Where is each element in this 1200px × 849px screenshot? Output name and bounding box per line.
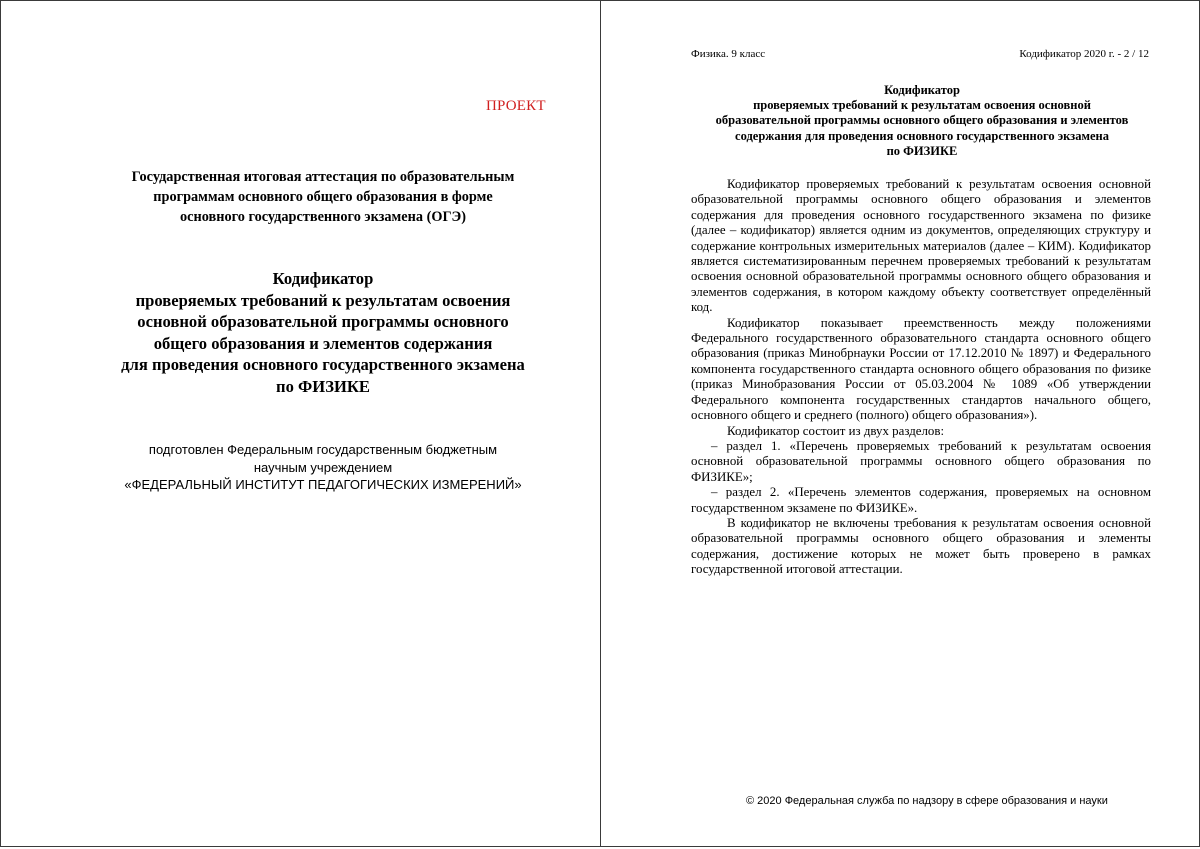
heading-line: содержания для проведения основного государственного экзамена (735, 128, 1109, 143)
paragraph: Кодификатор состоит из двух разделов: (727, 423, 945, 438)
heading-line: по ФИЗИКЕ (886, 143, 958, 158)
organization-line: подготовлен Федеральным государственным бюджетным (148, 442, 498, 457)
attestation-line: основного государственного экзамена (ОГЭ) (179, 209, 467, 225)
document-heading (687, 83, 1157, 159)
copyright-footer: © 2020 Федеральная служба по надзору в сфере образования и науки (746, 795, 1108, 807)
paragraph: Кодификатор проверяемых требований к результатам освоения основной образовательной программы основного общего образования и элементов содержания для проведения основного государственного экзамена по физике (далее – кодификатор) является одним из документов, определяющих структуру и содержание контрольных измерительных материалов (далее – КИМ). Кодификатор является систематизированным перечнем проверяемых требований к результатам освоения основной образовательной программы основного общего образования и элементов содержания, в котором каждому объекту соответствует определённый код. (691, 177, 1151, 315)
content-page (600, 0, 1200, 847)
organization-credit (91, 441, 555, 494)
organization-line: «ФЕДЕРАЛЬНЫЙ ИНСТИТУТ ПЕДАГОГИЧЕСКИХ ИЗМЕРЕНИЙ» (124, 477, 522, 492)
heading-line: Кодификатор (884, 83, 960, 97)
heading-line: образовательной программы основного общего образования и элементов (715, 113, 1129, 128)
cover-title-line: общего образования и элементов содержания (153, 333, 493, 353)
paragraph: В кодификатор не включены требования к результатам освоения основной образовательной программы основного общего образования и элементы содержания, достижение которых не может быть проверено в рамках государственной итоговой аттестации. (691, 515, 1151, 577)
list-item: – раздел 1. «Перечень проверяемых требований к результатам освоения основной образовательной программы основного общего образования по ФИЗИКЕ»; (691, 438, 1151, 484)
organization-line: научным учреждением (253, 459, 393, 475)
cover-title-line: Кодификатор (272, 269, 374, 288)
paragraph: Кодификатор показывает преемственность между положениями Федерального государственного образовательного стандарта основного общего образования (приказ Минобрнауки России от 17.12.2010 № 1897) и Федерального компонента государственного стандарта основного общего образования по физике (приказ Минобразования России от 05.03.2004 № 1089 «Об утверждении Федерального компонента государственных стандартов начального общего, основного общего и среднего (полного) общего образования»). (691, 315, 1151, 423)
cover-title-line: для проведения основного государственного экзамена (121, 355, 525, 374)
running-header-subject: Физика. 9 класс (691, 48, 766, 60)
cover-title-line: по ФИЗИКЕ (276, 376, 370, 396)
attestation-line: Государственная итоговая аттестация по образовательным (131, 169, 515, 185)
cover-title-line: проверяемых требований к результатам освоения (135, 290, 511, 310)
body-text (691, 177, 1151, 578)
heading-line: проверяемых требований к результатам освоения основной (753, 98, 1091, 113)
cover-title (87, 268, 559, 397)
attestation-heading (91, 167, 555, 227)
attestation-line: программам основного общего образования в форме (153, 189, 493, 205)
cover-page (0, 0, 601, 847)
running-header-page: Кодификатор 2020 г. - 2 / 12 (1019, 48, 1149, 60)
cover-title-line: основной образовательной программы основного (137, 312, 509, 331)
draft-mark: ПРОЕКТ (486, 98, 546, 114)
list-item: – раздел 2. «Перечень элементов содержания, проверяемых на основном государственном экзамене по ФИЗИКЕ». (691, 485, 1151, 515)
